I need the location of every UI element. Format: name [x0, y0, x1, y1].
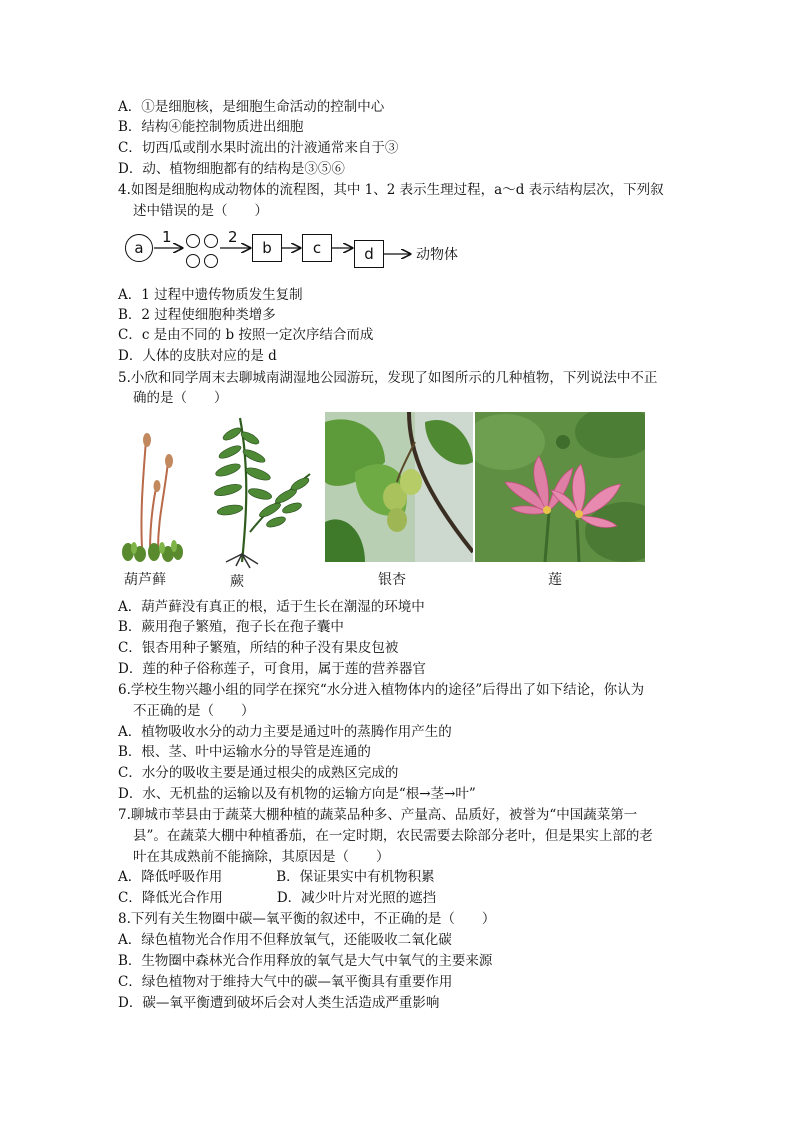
q8-option-d: D．碳—氧平衡遭到破坏后会对人类生活造成严重影响	[118, 995, 440, 1011]
flow-end-label: 动物体	[416, 247, 458, 263]
cell-flow-diagram	[122, 228, 482, 274]
q6-option-d: D．水、无机盐的运输以及有机物的运输方向是“根→茎→叶”	[118, 786, 476, 802]
q8-option-c: C．绿色植物对于维持大气中的碳—氧平衡具有重要作用	[118, 974, 453, 990]
flow-cell-2	[204, 234, 218, 248]
q7-options-row1: A．降低呼吸作用 B．保证果实中有机物积累	[118, 869, 435, 885]
q4-option-d: D．人体的皮肤对应的是 d	[118, 348, 277, 364]
q4-option-b: B．2 过程使细胞种类增多	[118, 307, 276, 323]
flow-process-2: 2	[228, 228, 238, 246]
q4-option-a: A．1 过程中遗传物质发生复制	[118, 287, 303, 303]
q6-stem-line1: 6.学校生物兴趣小组的同学在探究“水分进入植物体内的途径”后得出了如下结论，你认为	[118, 682, 645, 698]
q5-option-c: C．银杏用种子繁殖，所结的种子没有果皮包被	[118, 640, 399, 656]
flow-node-d: d	[354, 240, 384, 268]
q7-stem-line1: 7.聊城市莘县由于蔬菜大棚种植的蔬菜品种多、产量高、品质好，被誉为“中国蔬菜第一	[118, 807, 638, 823]
q5-option-b: B．蕨用孢子繁殖，孢子长在孢子囊中	[118, 619, 344, 635]
q3-option-b: B．结构④能控制物质进出细胞	[118, 119, 304, 135]
flow-cell-4	[204, 254, 218, 268]
q6-option-c: C．水分的吸收主要是通过根尖的成熟区完成的	[118, 765, 399, 781]
flow-process-1: 1	[162, 228, 172, 246]
q8-option-b: B．生物圈中森林光合作用释放的氧气是大气中氧气的主要来源	[118, 953, 493, 969]
q4-stem-line2: 述中错误的是（ ）	[133, 203, 268, 219]
flow-cell-3	[186, 254, 200, 268]
caption-moss: 葫芦藓	[124, 572, 166, 588]
q8-stem-line1: 8.下列有关生物圈中碳—氧平衡的叙述中，不正确的是（ ）	[118, 911, 496, 927]
q8-option-a: A．绿色植物光合作用不但释放氧气，还能吸收二氧化碳	[118, 932, 452, 948]
caption-fern: 蕨	[230, 574, 244, 590]
flow-cell-1	[186, 234, 200, 248]
ginkgo-image	[325, 412, 473, 562]
q4-option-c: C．c 是由不同的 b 按照一定次序结合而成	[118, 327, 374, 343]
q7-stem-line3: 叶在其成熟前不能摘除，其原因是（ ）	[133, 849, 390, 865]
q5-stem-line2: 确的是（ ）	[133, 390, 228, 406]
q6-option-a: A．植物吸收水分的动力主要是通过叶的蒸腾作用产生的	[118, 724, 452, 740]
fern-image	[206, 412, 316, 570]
moss-image	[118, 428, 188, 566]
caption-ginkgo: 银杏	[378, 572, 406, 588]
q3-option-d: D．动、植物细胞都有的结构是③⑤⑥	[118, 161, 345, 177]
q5-option-a: A．葫芦藓没有真正的根，适于生长在潮湿的环境中	[118, 599, 425, 615]
caption-lotus: 莲	[548, 572, 562, 588]
q7-stem-line2: 县”。在蔬菜大棚中种植番茄，在一定时期，农民需要去除部分老叶，但是果实上部的老	[133, 828, 653, 844]
q6-option-b: B．根、茎、叶中运输水分的导管是连通的	[118, 744, 371, 760]
flow-node-b: b	[252, 234, 282, 262]
q3-option-a: A．①是细胞核，是细胞生命活动的控制中心	[118, 99, 385, 115]
lotus-image	[475, 412, 645, 562]
q5-stem-line1: 5.小欣和同学周末去聊城南湖湿地公园游玩，发现了如图所示的几种植物，下列说法中不正	[118, 370, 658, 386]
flow-node-a: a	[125, 234, 153, 262]
q5-option-d: D．莲的种子俗称莲子，可食用，属于莲的营养器官	[118, 661, 426, 677]
q4-stem-line1: 4.如图是细胞构成动物体的流程图，其中 1、2 表示生理过程，a～d 表示结构层次，下列叙	[118, 182, 664, 198]
flow-node-c: c	[302, 234, 332, 262]
q3-option-c: C．切西瓜或削水果时流出的汁液通常来自于③	[118, 140, 399, 156]
q7-options-row2: C．降低光合作用 D．减少叶片对光照的遮挡	[118, 890, 437, 906]
q6-stem-line2: 不正确的是（ ）	[133, 703, 255, 719]
